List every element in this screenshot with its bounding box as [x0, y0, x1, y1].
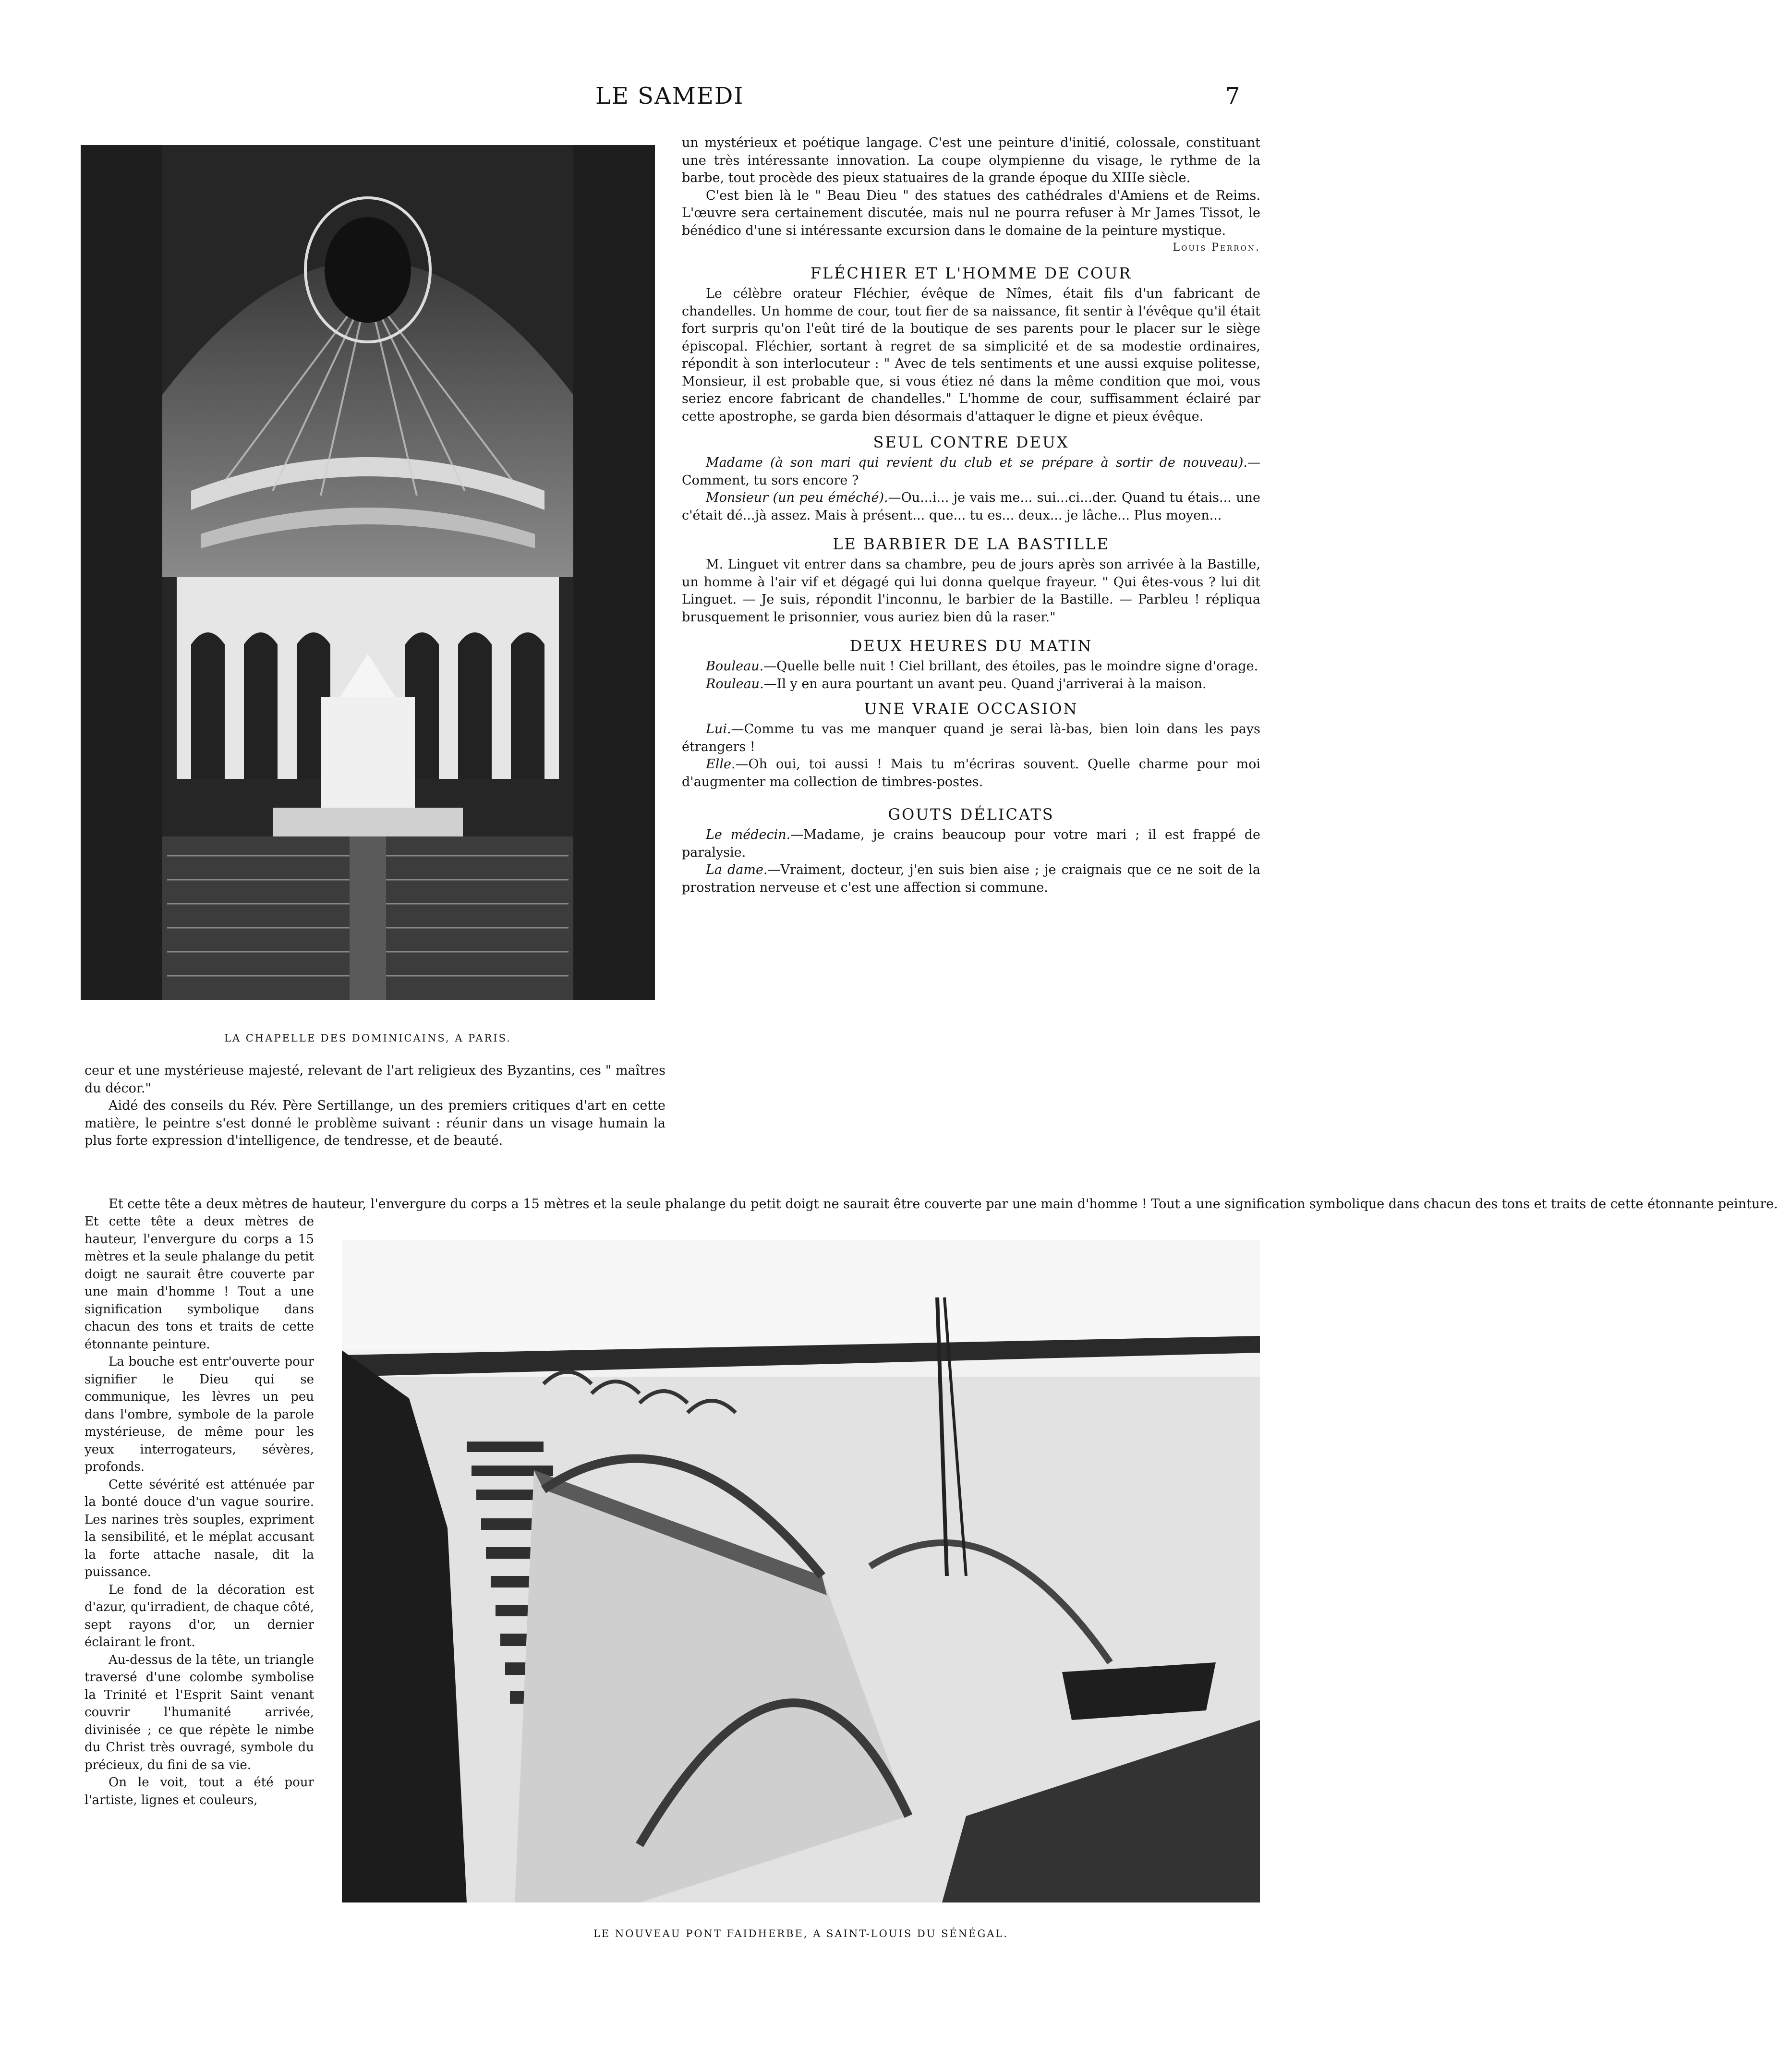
dialogue-line [682, 489, 1260, 524]
speaker: Rouleau. [706, 676, 764, 691]
paragraph: un mystérieux et poétique langage. C'est une peinture d'initié, colossale, constituant une très intéressante innovation. La coupe olympienne du visage, le rythme de la barbe, tout procède des pieux statuaires de la grande époque du XIIIe siècle. [682, 135, 1260, 185]
author-signature: Louis Perron. [1173, 242, 1260, 254]
speech: —Oh oui, toi aussi ! Mais tu m'écriras souvent. Quelle charme pour moi d'augmenter ma collection de timbres-postes. [682, 757, 1260, 789]
section-title: FLÉCHIER ET L'HOMME DE COUR [810, 264, 1132, 282]
speech: —Comme tu vas me manquer quand je serai là-bas, bien loin dans les pays étrangers ! [682, 722, 1260, 754]
left-column-narrow [85, 1213, 314, 1809]
speech: —Quelle belle nuit ! Ciel brillant, des étoiles, pas le moindre signe d'orage. [763, 659, 1258, 674]
speech: —Il y en aura pourtant un avant peu. Quand j'arriverai à la maison. [763, 676, 1207, 691]
paragraph: La bouche est entr'ouverte pour signifier le Dieu qui se communique, les lèvres un peu dans l'ombre, symbole de la parole mystérieuse, de même pour les yeux interrogateurs, sévères, profonds. [85, 1355, 314, 1474]
paragraph-wide [85, 1196, 1778, 1213]
paragraph-head [85, 1196, 1778, 1213]
dialogue-line [682, 861, 1260, 897]
dialogue-line [682, 756, 1260, 791]
speech: —Comment, tu sors encore ? [682, 455, 1260, 488]
dialogue-line [682, 454, 1260, 489]
speaker: Bouleau. [706, 659, 764, 674]
paragraph: On le voit, tout a été pour l'artiste, lignes et couleurs, [85, 1775, 314, 1807]
speech: —Ou...i... je vais me... sui...ci...der. Quand tu étais... une c'était dé...jà assez. Mais à présent... que... tu es... deux... je lâche... Plus moyen... [682, 490, 1260, 523]
paragraph: Aidé des conseils du Rév. Père Sertillange, un des premiers critiques d'art en cette matière, le peintre s'est donné le problème suivant : réunir dans un visage humain la plus forte expression d'intelligence, de tendresse, et de beauté. [85, 1098, 665, 1148]
dialogue-line [682, 658, 1260, 676]
speaker: Elle. [706, 757, 736, 772]
speaker: Le médecin. [706, 827, 791, 842]
chapel-photo [81, 145, 655, 1000]
bridge-photo [342, 1240, 1260, 1902]
paragraph: C'est bien là le " Beau Dieu " des statues des cathédrales d'Amiens et de Reims. L'œuvre sera certainement discutée, mais nul ne pourra refuser à Mr James Tissot, le bénédico d'une si intéressante excursion dans le domaine de la peinture mystique. [682, 188, 1260, 238]
paragraph: Le fond de la décoration est d'azur, qu'irradient, de chaque côté, sept rayons d'or, un dernier éclairant le front. [85, 1582, 314, 1649]
dialogue-line [682, 676, 1260, 693]
speaker: Madame (à son mari qui revient du club et se prépare à sortir de nouveau). [706, 455, 1247, 470]
paragraph: M. Linguet vit entrer dans sa chambre, peu de jours après son arrivée à la Bastille, un homme à l'air vif et dégagé qui lui donna quelque frayeur. " Qui êtes-vous ? lui dit Linguet. — Je suis, répondit l'inconnu, le barbier de la Bastille. — Parbleu ! répliqua brusquement le prisonnier, vous auriez bien dû la raser." [682, 557, 1260, 625]
paragraph: Au-dessus de la tête, un triangle traversé d'une colombe symbolise la Trinité et l'Esprit Saint venant couvrir l'humanité arrivée, divinisée ; ce que répète le nimbe du Christ très ouvragé, symbole du précieux, du fini de sa vie. [85, 1652, 314, 1772]
dialogue-line [682, 721, 1260, 756]
paragraph: ceur et une mystérieuse majesté, relevant de l'art religieux des Byzantins, ces " maîtres du décor." [85, 1063, 665, 1096]
right-column [682, 134, 1260, 897]
speaker: La dame. [706, 862, 768, 877]
speech: —Vraiment, docteur, j'en suis bien aise ; je craignais que ce ne soit de la prostration nerveuse et c'est une affection si commune. [682, 862, 1260, 895]
paragraph: Et cette tête a deux mètres de hauteur, l'envergure du corps a 15 mètres et la seule phalange du petit doigt ne saurait être couverte par une main d'homme ! Tout a une signification symbolique dans chacun des tons et traits de cette étonnante peinture. [85, 1214, 314, 1352]
section-title: SEUL CONTRE DEUX [873, 433, 1069, 451]
paragraph: Cette sévérité est atténuée par la bonté douce d'un vague sourire. Les narines très souples, expriment la sensibilité, et le méplat accusant la forte attache nasale, dit la puissance. [85, 1477, 314, 1579]
section-title: LE BARBIER DE LA BASTILLE [833, 535, 1110, 553]
section-title: DEUX HEURES DU MATIN [849, 637, 1093, 655]
paragraph: Le célèbre orateur Fléchier, évêque de Nîmes, était fils d'un fabricant de chandelles. Un homme de cour, tout fier de sa naissance, fit sentir à l'évêque qu'il était fort surpris qu'on l'eût tiré de la boutique de ses parents pour le placer sur le siège épiscopal. Fléchier, sortant à regret de sa simplicité et de sa modestie ordinaires, répondit à son interlocuteur : " Avec de tels sentiments et une aussi exquise politesse, Monsieur, il est probable que, si vous étiez né dans la même condition que moi, vous seriez encore fabricant de chandelles." L'homme de cour, suffisamment éclairé par cette apostrophe, se garda bien désormais d'attaquer le digne et pieux évêque. [682, 286, 1260, 424]
chapel-caption: LA CHAPELLE DES DOMINICAINS, A PARIS. [224, 1032, 511, 1044]
left-column-top [85, 1062, 665, 1150]
section-title: GOUTS DÉLICATS [888, 805, 1054, 824]
paragraph: Et cette tête a deux mètres de hauteur, l'envergure du corps a 15 mètres et la seule phalange du petit doigt ne saurait être couverte par une main d'homme ! Tout a une signification symbolique dans chacun des tons et traits de cette étonnante peinture. [109, 1197, 1778, 1212]
speaker: Monsieur (un peu éméché). [706, 490, 888, 505]
dialogue-line [682, 826, 1260, 861]
bridge-caption: LE NOUVEAU PONT FAIDHERBE, A SAINT-LOUIS DU SÉNÉGAL. [593, 1928, 1009, 1939]
speaker: Lui. [706, 722, 731, 737]
section-title: UNE VRAIE OCCASION [864, 700, 1078, 718]
newspaper-title: LE SAMEDI [595, 83, 744, 109]
page-number: 7 [1225, 83, 1241, 109]
speech: —Madame, je crains beaucoup pour votre mari ; il est frappé de paralysie. [682, 827, 1261, 860]
